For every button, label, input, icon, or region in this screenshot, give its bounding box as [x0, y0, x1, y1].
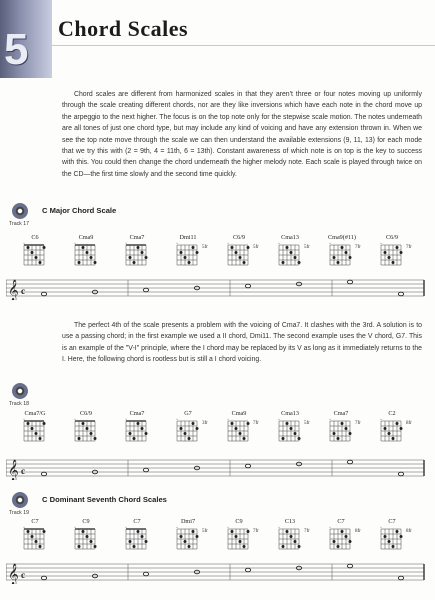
- finger-dot: [184, 432, 187, 435]
- finger-dot: [388, 432, 391, 435]
- chord-name: Cma7: [333, 410, 349, 417]
- svg-text:×: ×: [23, 242, 25, 246]
- whole-note: [398, 472, 403, 476]
- finger-dot: [298, 545, 301, 548]
- chord-row: [22, 234, 427, 274]
- finger-dot: [196, 251, 199, 254]
- whole-note: [143, 572, 148, 576]
- chord-name: Cma7: [129, 410, 145, 417]
- finger-dot: [39, 261, 42, 264]
- finger-dot: [129, 540, 132, 543]
- finger-dot: [86, 535, 89, 538]
- finger-dot: [39, 437, 42, 440]
- finger-dot: [86, 427, 89, 430]
- finger-dot: [192, 422, 195, 425]
- track-label: Track 18: [9, 401, 29, 407]
- staff: [6, 458, 426, 480]
- finger-dot: [90, 432, 93, 435]
- finger-dot: [192, 530, 195, 533]
- finger-dot: [333, 256, 336, 259]
- finger-dot: [180, 251, 183, 254]
- fret-position-label: 5fr: [304, 421, 310, 426]
- finger-dot: [392, 437, 395, 440]
- time-signature-icon: c: [21, 570, 25, 580]
- fretboard-grid: [379, 418, 405, 444]
- finger-dot: [78, 261, 81, 264]
- finger-dot: [82, 530, 85, 533]
- svg-text:×: ×: [278, 418, 280, 422]
- chord-name: G7: [184, 410, 192, 417]
- finger-dot: [345, 251, 348, 254]
- cd-icon: [12, 383, 28, 399]
- finger-dot: [235, 535, 238, 538]
- fret-position-label: 7fr: [304, 529, 310, 534]
- svg-text:×: ×: [329, 526, 331, 530]
- finger-dot: [290, 535, 293, 538]
- fretboard-grid: [379, 526, 405, 552]
- finger-dot: [349, 256, 352, 259]
- finger-dot: [133, 261, 136, 264]
- fretboard-grid: [73, 418, 99, 444]
- finger-dot: [31, 251, 34, 254]
- finger-dot: [196, 535, 199, 538]
- finger-dot: [349, 432, 352, 435]
- finger-dot: [294, 256, 297, 259]
- svg-text:×: ×: [74, 526, 76, 530]
- second-paragraph: [62, 320, 422, 366]
- fret-position-label: 3fr: [202, 421, 208, 426]
- whole-note: [41, 576, 46, 580]
- fret-position-label: 7fr: [253, 529, 259, 534]
- finger-dot: [396, 422, 399, 425]
- whole-note: [398, 292, 403, 296]
- finger-dot: [129, 256, 132, 259]
- chord-name: Cma7: [129, 234, 145, 241]
- finger-dot: [78, 545, 81, 548]
- finger-dot: [196, 427, 199, 430]
- header-divider: [52, 45, 435, 46]
- chord-name: C7: [337, 518, 345, 525]
- finger-dot: [35, 540, 38, 543]
- track-label: Track 19: [9, 510, 29, 516]
- chord-name: C6/9: [79, 410, 93, 417]
- intro-paragraph-text: Chord scales are different from harmonized scales in that they aren't three or four notes moving up uniformly through the scale creating different chords, nor are they like inversions which have each note in the chord move up the arpeggio to the next higher. The focus is on the top note only for the stepwise scale motion. The notes underneath are all tones of just one chord type, but may include any kind of voicing and have any extension thrown in. When we see the top note move through the scale we can then understand the available extensions (9, 11, 13) for each mode that we try this with (2 = 9th, 4 = 11th, 6 = 13th). Constant awareness of which note is on top is the key to success with this. You could then change the chord underneath the higher melody note. Each scale is played through twice on the CD—the first time slowly and the second time quickly.: [62, 91, 422, 178]
- intro-paragraph: [62, 89, 422, 180]
- svg-text:×: ×: [278, 526, 280, 530]
- svg-text:×: ×: [380, 526, 382, 530]
- treble-clef-icon: 𝄞: [8, 280, 19, 300]
- finger-dot: [396, 246, 399, 249]
- finger-dot: [35, 256, 38, 259]
- svg-text:×: ×: [329, 418, 331, 422]
- fretboard-grid: [22, 242, 48, 268]
- chord-name: C9: [235, 518, 243, 525]
- finger-dot: [31, 427, 34, 430]
- finger-dot: [239, 432, 242, 435]
- finger-dot: [141, 427, 144, 430]
- chord-name: Cma7/G: [24, 410, 46, 417]
- finger-dot: [247, 246, 250, 249]
- chapter-number: 5: [4, 25, 28, 74]
- finger-dot: [341, 246, 344, 249]
- finger-dot: [184, 256, 187, 259]
- svg-text:×: ×: [329, 242, 331, 246]
- finger-dot: [180, 427, 183, 430]
- track-label: Track 17: [9, 221, 29, 227]
- fretboard-grid: [328, 418, 354, 444]
- chord-name: Dmi11: [179, 234, 197, 241]
- finger-dot: [239, 256, 242, 259]
- whole-note: [398, 576, 403, 580]
- treble-clef-icon: 𝄞: [8, 460, 19, 480]
- svg-text:×: ×: [380, 418, 382, 422]
- fret-position-label: 7fr: [355, 421, 361, 426]
- fret-position-label: 5fr: [304, 245, 310, 250]
- finger-dot: [82, 422, 85, 425]
- whole-note: [347, 280, 352, 284]
- svg-text:×: ×: [125, 418, 127, 422]
- section-title: C Major Chord Scale: [42, 206, 117, 215]
- chord-name: C2: [388, 410, 396, 417]
- whole-note: [41, 472, 46, 476]
- whole-note: [245, 568, 250, 572]
- fretboard-grid: [73, 242, 99, 268]
- fretboard-grid: [175, 242, 201, 268]
- finger-dot: [184, 540, 187, 543]
- fretboard-grid: [226, 526, 252, 552]
- finger-dot: [384, 251, 387, 254]
- chord-name: C7: [31, 518, 39, 525]
- finger-dot: [86, 251, 89, 254]
- cd-icon: [12, 492, 28, 508]
- fretboard-grid: [175, 418, 201, 444]
- chord-name: Cma9: [78, 234, 94, 241]
- finger-dot: [43, 530, 46, 533]
- finger-dot: [231, 246, 234, 249]
- svg-text:×: ×: [125, 526, 127, 530]
- finger-dot: [247, 530, 250, 533]
- time-signature-icon: c: [21, 286, 25, 296]
- chord-name: Cma9(#11): [328, 234, 356, 241]
- chord-name: C6/9: [232, 234, 246, 241]
- finger-dot: [133, 437, 136, 440]
- svg-text:×: ×: [74, 242, 76, 246]
- finger-dot: [400, 427, 403, 430]
- finger-dot: [39, 545, 42, 548]
- finger-dot: [337, 545, 340, 548]
- chord-name: C13: [284, 518, 296, 525]
- svg-text:×: ×: [74, 418, 76, 422]
- fretboard-grid: [328, 242, 354, 268]
- fretboard-grid: [124, 242, 150, 268]
- fret-position-label: 8fr: [355, 529, 361, 534]
- finger-dot: [145, 540, 148, 543]
- svg-text:×: ×: [227, 526, 229, 530]
- finger-dot: [133, 545, 136, 548]
- fretboard-grid: [277, 242, 303, 268]
- finger-dot: [392, 545, 395, 548]
- page-title: Chord Scales: [58, 16, 189, 41]
- whole-note: [347, 460, 352, 464]
- finger-dot: [27, 422, 30, 425]
- finger-dot: [192, 246, 195, 249]
- finger-dot: [43, 246, 46, 249]
- finger-dot: [247, 422, 250, 425]
- finger-dot: [384, 535, 387, 538]
- finger-dot: [141, 535, 144, 538]
- whole-note: [41, 292, 46, 296]
- finger-dot: [231, 422, 234, 425]
- chord-name: C7: [133, 518, 141, 525]
- fretboard-grid: [124, 526, 150, 552]
- finger-dot: [400, 251, 403, 254]
- finger-dot: [188, 261, 191, 264]
- whole-note: [245, 284, 250, 288]
- finger-dot: [235, 251, 238, 254]
- fretboard-grid: [226, 418, 252, 444]
- svg-text:×: ×: [125, 242, 127, 246]
- finger-dot: [290, 251, 293, 254]
- fretboard-grid: [379, 242, 405, 268]
- finger-dot: [137, 530, 140, 533]
- finger-dot: [137, 422, 140, 425]
- finger-dot: [384, 427, 387, 430]
- finger-dot: [27, 530, 30, 533]
- finger-dot: [294, 432, 297, 435]
- treble-clef-icon: 𝄞: [8, 564, 19, 584]
- fretboard-grid: [328, 526, 354, 552]
- finger-dot: [141, 251, 144, 254]
- finger-dot: [78, 437, 81, 440]
- chord-name: Dmi7: [180, 518, 196, 525]
- finger-dot: [27, 246, 30, 249]
- staff: [6, 278, 426, 300]
- chord-row: [22, 518, 427, 558]
- svg-text:×: ×: [227, 242, 229, 246]
- fret-position-label: 8fr: [406, 421, 412, 426]
- whole-note: [245, 464, 250, 468]
- finger-dot: [298, 437, 301, 440]
- finger-dot: [388, 540, 391, 543]
- fret-position-label: 7fr: [355, 245, 361, 250]
- svg-text:×: ×: [176, 526, 178, 530]
- chord-name: Cma13: [281, 234, 299, 241]
- finger-dot: [243, 545, 246, 548]
- finger-dot: [341, 422, 344, 425]
- finger-dot: [180, 535, 183, 538]
- finger-dot: [129, 432, 132, 435]
- chord-name: C6: [31, 234, 39, 241]
- fret-position-label: 5fr: [253, 245, 259, 250]
- finger-dot: [345, 535, 348, 538]
- finger-dot: [294, 540, 297, 543]
- fret-position-label: 5fr: [202, 529, 208, 534]
- second-paragraph-text: The perfect 4th of the scale presents a problem with the voicing of Cma7. It clashes with the 3rd. A solution is to use a passing chord; in the first example we used a II chord, Dmi11. The second example uses the V chord, G7. This is an example of the "V-I" principle, where the I chord may be replaced by its V as long as it immediately returns to the I. Here, the following chord is rootless but is still a I chord voicing.: [62, 322, 422, 364]
- finger-dot: [82, 246, 85, 249]
- finger-dot: [349, 540, 352, 543]
- finger-dot: [290, 427, 293, 430]
- fretboard-grid: [22, 418, 48, 444]
- finger-dot: [188, 545, 191, 548]
- chord-name: Cma9: [231, 410, 247, 417]
- finger-dot: [341, 530, 344, 533]
- fretboard-grid: [175, 526, 201, 552]
- svg-text:×: ×: [23, 526, 25, 530]
- finger-dot: [145, 432, 148, 435]
- finger-dot: [243, 261, 246, 264]
- finger-dot: [388, 256, 391, 259]
- finger-dot: [345, 427, 348, 430]
- svg-text:×: ×: [278, 242, 280, 246]
- finger-dot: [235, 427, 238, 430]
- finger-dot: [298, 261, 301, 264]
- chord-row: [22, 410, 427, 450]
- finger-dot: [337, 437, 340, 440]
- section-title: C Dominant Seventh Chord Scales: [42, 495, 167, 504]
- fret-position-label: 8fr: [406, 529, 412, 534]
- finger-dot: [137, 246, 140, 249]
- finger-dot: [337, 261, 340, 264]
- fret-position-label: 7fr: [253, 421, 259, 426]
- chord-name: C7: [388, 518, 396, 525]
- fretboard-grid: [277, 418, 303, 444]
- fretboard-grid: [226, 242, 252, 268]
- fretboard-grid: [73, 526, 99, 552]
- finger-dot: [94, 437, 97, 440]
- svg-text:×: ×: [23, 418, 25, 422]
- svg-text:×: ×: [227, 418, 229, 422]
- svg-text:×: ×: [176, 242, 178, 246]
- finger-dot: [400, 535, 403, 538]
- finger-dot: [333, 540, 336, 543]
- chord-name: C6/9: [385, 234, 399, 241]
- svg-text:×: ×: [176, 418, 178, 422]
- cd-icon: [12, 203, 28, 219]
- finger-dot: [286, 422, 289, 425]
- time-signature-icon: c: [21, 466, 25, 476]
- finger-dot: [282, 545, 285, 548]
- finger-dot: [286, 530, 289, 533]
- finger-dot: [188, 437, 191, 440]
- finger-dot: [392, 261, 395, 264]
- finger-dot: [94, 545, 97, 548]
- whole-note: [347, 564, 352, 568]
- fretboard-grid: [124, 418, 150, 444]
- finger-dot: [35, 432, 38, 435]
- finger-dot: [43, 422, 46, 425]
- finger-dot: [90, 540, 93, 543]
- finger-dot: [239, 540, 242, 543]
- finger-dot: [282, 261, 285, 264]
- finger-dot: [243, 437, 246, 440]
- fretboard-grid: [277, 526, 303, 552]
- whole-note: [143, 468, 148, 472]
- finger-dot: [90, 256, 93, 259]
- finger-dot: [282, 437, 285, 440]
- chord-name: Cma13: [281, 410, 299, 417]
- chord-name: C9: [82, 518, 90, 525]
- fret-position-label: 7fr: [406, 245, 412, 250]
- finger-dot: [145, 256, 148, 259]
- fret-position-label: 5fr: [202, 245, 208, 250]
- finger-dot: [286, 246, 289, 249]
- finger-dot: [231, 530, 234, 533]
- whole-note: [143, 288, 148, 292]
- staff: [6, 562, 426, 584]
- finger-dot: [333, 432, 336, 435]
- svg-text:×: ×: [380, 242, 382, 246]
- finger-dot: [31, 535, 34, 538]
- finger-dot: [94, 261, 97, 264]
- finger-dot: [396, 530, 399, 533]
- fretboard-grid: [22, 526, 48, 552]
